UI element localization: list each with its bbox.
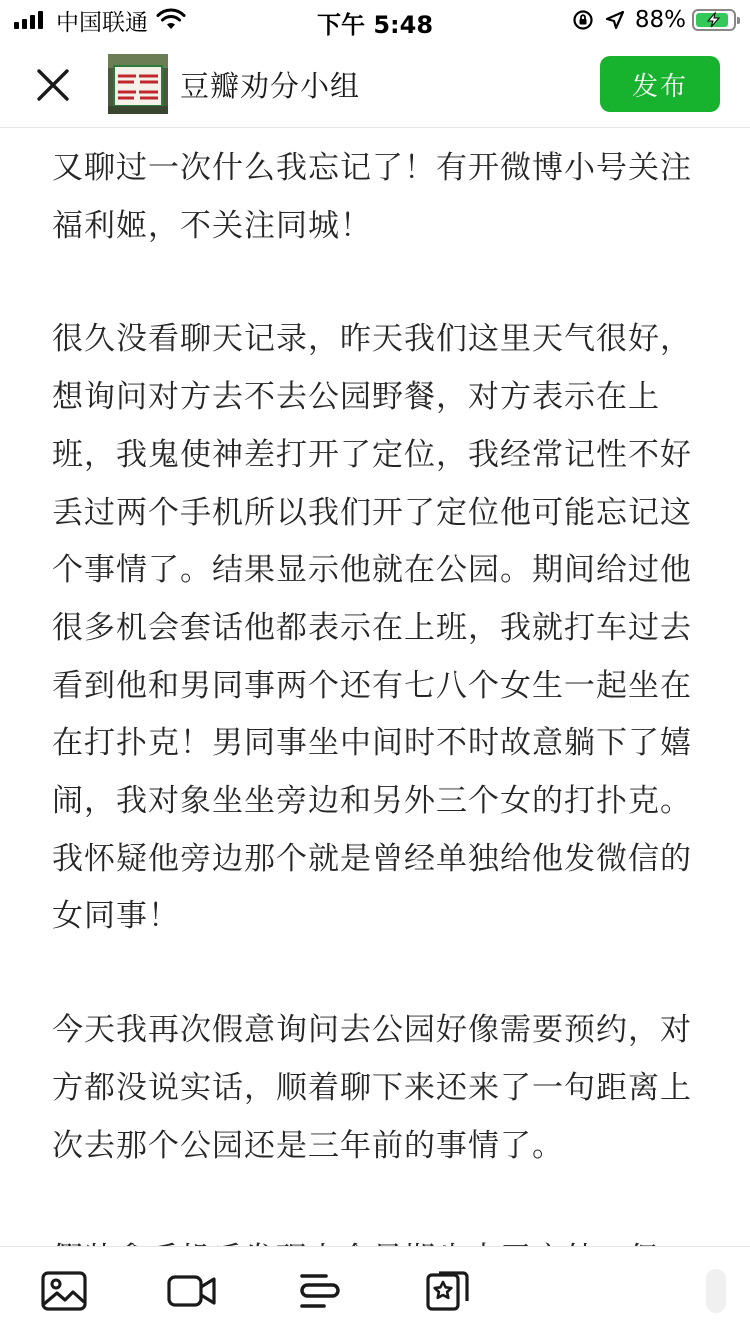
post-paragraph[interactable]: 又聊过一次什么我忘记了！有开微博小号关注福利姬，不关注同城！ — [52, 150, 692, 244]
insert-video-button[interactable] — [168, 1267, 216, 1315]
publish-button[interactable]: 发布 — [600, 56, 720, 112]
post-body-editor[interactable] — [52, 140, 702, 1246]
charging-bolt-icon — [703, 12, 725, 28]
editor-toolbar — [0, 1246, 750, 1334]
text-format-button[interactable] — [296, 1267, 344, 1315]
status-time: 下午 5:48 — [316, 11, 434, 39]
scroll-indicator[interactable] — [706, 1269, 726, 1313]
battery-percent: 88% — [634, 7, 686, 33]
insert-image-button[interactable] — [40, 1267, 88, 1315]
group-avatar[interactable] — [108, 54, 168, 114]
status-bar — [0, 0, 750, 40]
location-arrow-icon — [603, 8, 627, 32]
post-paragraph[interactable]: 很久没看聊天记录，昨天我们这里天气很好，想询问对方去不去公园野餐，对方表示在上班，我鬼使神差打开了定位，我经常记性不好丢过两个手机所以我们开了定位他可能忘记这个事情了。结果显示他就在公园。期间给过他很多机会套话他都表示在上班，我就打车过去看到他和男同事两个还有七八个女生一起坐在在打扑克！男同事坐中间时不时故意躺下了嬉闹，我对象坐坐旁边和另外三个女的打扑克。我怀疑他旁边那个就是曾经单独给他发微信的女同事！ — [52, 321, 692, 935]
video-icon — [167, 1274, 217, 1308]
close-button[interactable] — [30, 62, 76, 108]
editor-header — [0, 40, 750, 128]
image-icon — [41, 1271, 87, 1311]
battery-tip — [737, 17, 740, 24]
status-right — [571, 6, 736, 34]
text-format-icon — [298, 1271, 342, 1311]
group-name[interactable]: 豆瓣劝分小组 — [180, 69, 361, 103]
battery-charging-icon — [692, 9, 736, 31]
close-icon — [36, 68, 70, 102]
group-avatar-image — [108, 54, 168, 114]
orientation-lock-icon — [571, 8, 595, 32]
carrier-name: 中国联通 — [56, 9, 148, 36]
rating-card-button[interactable] — [424, 1267, 472, 1315]
post-paragraph[interactable]: 今天我再次假意询问去公园好像需要预约，对方都没说实话，顺着聊下来还来了一句距离上次去那个公园还是三年前的事情了。 — [52, 1012, 692, 1164]
star-card-icon — [425, 1269, 471, 1313]
